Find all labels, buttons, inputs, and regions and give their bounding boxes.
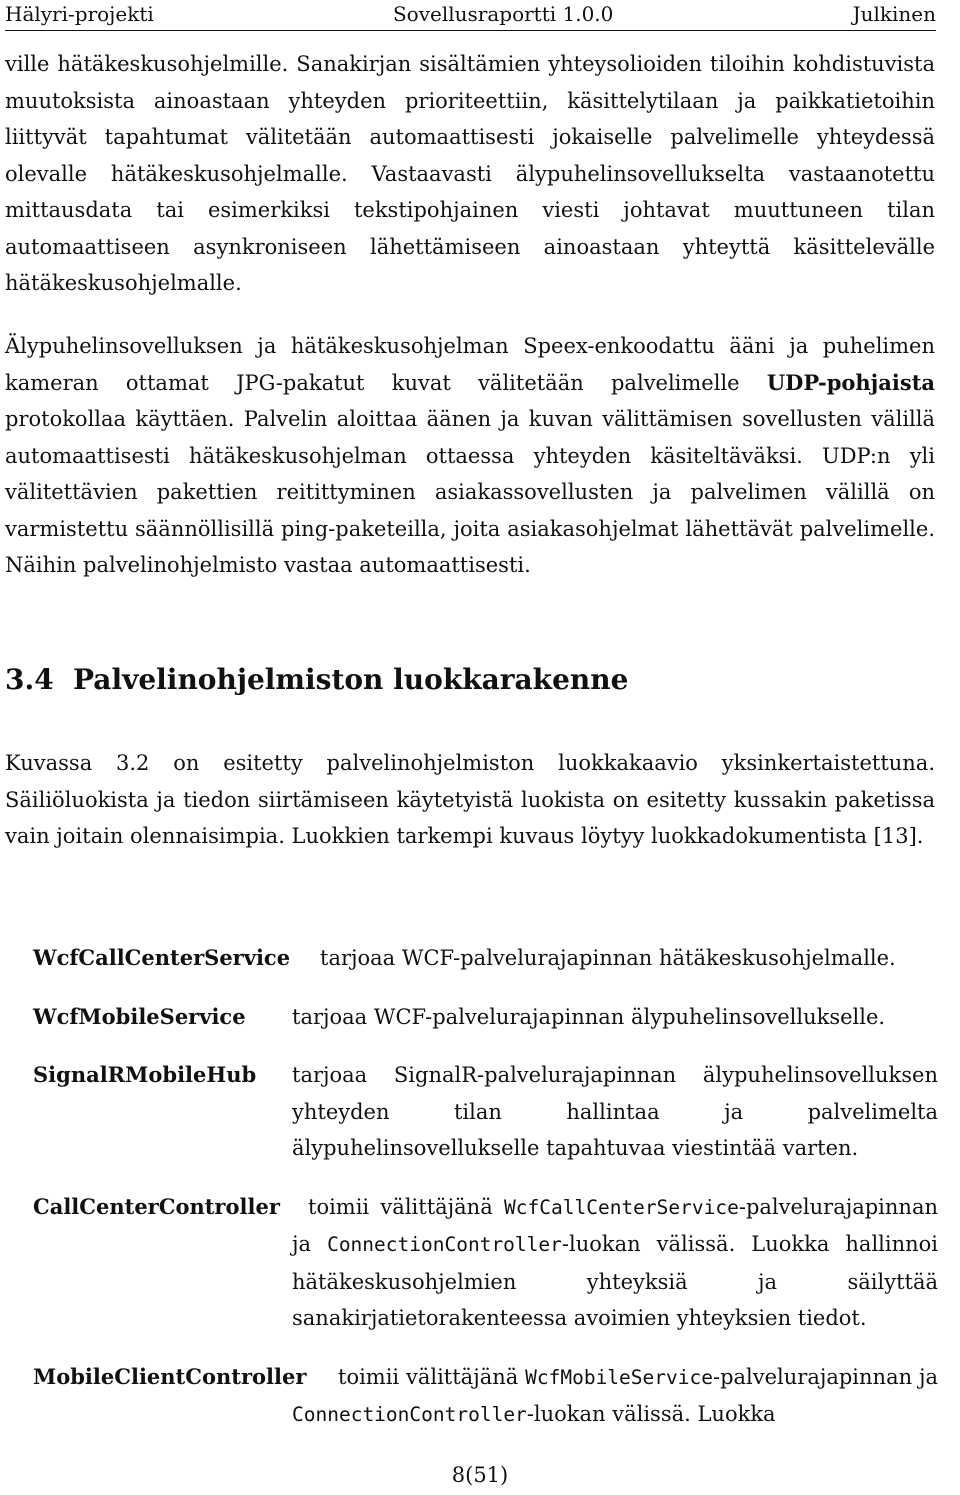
- definition-item: [33, 1189, 938, 1337]
- definition-text: -luokan välissä. Luokka hallinnoi hätäkeskusohjelmien yhteyksiä ja säilyttää sanakirjatietorakenteessa avoimien yhteyksien tiedot.: [292, 1232, 938, 1330]
- definition-term: CallCenterController: [33, 1193, 280, 1219]
- paragraph-2-bold: UDP-pohjaista: [766, 369, 935, 395]
- class-definition-list: [33, 940, 938, 1456]
- definition-term: WcfCallCenterService: [33, 945, 291, 970]
- paragraph-3-text: Kuvassa 3.2 on esitetty palvelinohjelmiston luokkakaavio yksinkertaistettuna. Säiliöluokista ja tiedon siirtämiseen käytetyistä luokista on esitetty kussakin paketissa vain joitain olennaisimpia. Luokkien tarkempi kuvaus löytyy luokkadokumentista [13].: [5, 751, 935, 848]
- header-document-title: Sovellusraportti 1.0.0: [392, 1, 614, 26]
- definition-term: WcfMobileService: [33, 1003, 246, 1029]
- header-project: Hälyri-projekti: [5, 1, 154, 26]
- paragraph-1-text: ville hätäkeskusohjelmille. Sanakirjan sisältämien yhteysolioiden tiloihin kohdistuvista muutoksista ainoastaan yhteyden prioriteettiin, käsittelytilaan ja paikkatietoihin liittyvät tapahtumat välitetään automaattisesti jokaiselle palvelimelle yhteydessä olevalle hätäkeskusohjelmalle. Vastaavasti älypuhelinsovellukselta vastaanotettu mittausdata tai esimerkiksi tekstipohjainen viesti johtavat muuttuneen tilan automaattiseen asynkroniseen lähettämiseen ainoastaan yhteyttä käsittelevälle hätäkeskusohjelmalle.: [5, 52, 935, 295]
- section-title: Palvelinohjelmiston luokkarakenne: [73, 663, 629, 696]
- class-name-code: ConnectionController: [327, 1233, 562, 1256]
- header-rule: [5, 30, 936, 31]
- section-heading: [5, 660, 628, 700]
- section-number: 3.4: [5, 663, 54, 696]
- paragraph-2: [5, 328, 935, 584]
- paragraph-3: [5, 745, 935, 855]
- definition-item: [33, 1057, 938, 1167]
- definition-text: toimii välittäjänä: [308, 1194, 505, 1219]
- class-name-code: WcfMobileService: [525, 1365, 713, 1389]
- definition-text: -palvelurajapinnan ja: [712, 1364, 938, 1389]
- paragraph-2-text-b: protokollaa käyttäen. Palvelin aloittaa äänen ja kuvan välittämisen sovellusten välillä automaattisesti hätäkeskusohjelman ottaessa yhteyden käsiteltäväksi. UDP:n yli välitettävien pakettien reitittyminen asiakassovellusten ja palvelimen välillä on varmistettu säännöllisillä ping-paketeilla, joita asiakasohjelmat lähettävät palvelimelle. Näihin palvelinohjelmisto vastaa automaattisesti.: [5, 407, 935, 577]
- definition-text: -palvelurajapinnan ja: [292, 1194, 938, 1256]
- definition-term: MobileClientController: [33, 1363, 307, 1389]
- definition-term: SignalRMobileHub: [33, 1062, 257, 1087]
- class-name-code: ConnectionController: [292, 1403, 527, 1426]
- paragraph-1: [5, 46, 935, 302]
- class-name-code: WcfCallCenterService: [504, 1195, 739, 1219]
- page-number: 8(51): [451, 1463, 509, 1487]
- definition-item: [33, 1359, 938, 1434]
- definition-text: toimii välittäjänä: [338, 1364, 526, 1389]
- definition-item: [33, 940, 938, 977]
- definition-text: tarjoaa WCF-palvelurajapinnan älypuhelinsovellukselle.: [292, 1004, 886, 1029]
- definition-text: tarjoaa WCF-palvelurajapinnan hätäkeskusohjelmalle.: [320, 946, 896, 970]
- definition-text: -luokan välissä. Luokka: [526, 1402, 776, 1426]
- header-classification: Julkinen: [852, 1, 936, 26]
- page-footer: [0, 1460, 960, 1490]
- definition-item: [33, 999, 938, 1036]
- definition-text: tarjoaa SignalR-palvelurajapinnan älypuhelinsovelluksen yhteyden tilan hallintaa ja palvelimelta älypuhelinsovellukselle tapahtuvaa viestintää varten.: [292, 1063, 938, 1160]
- paragraph-2-text-a: Älypuhelinsovelluksen ja hätäkeskusohjelman Speex-enkoodattu ääni ja puhelimen kameran ottamat JPG-pakatut kuvat välitetään palvelimelle: [5, 334, 935, 395]
- page-header: [5, 0, 936, 27]
